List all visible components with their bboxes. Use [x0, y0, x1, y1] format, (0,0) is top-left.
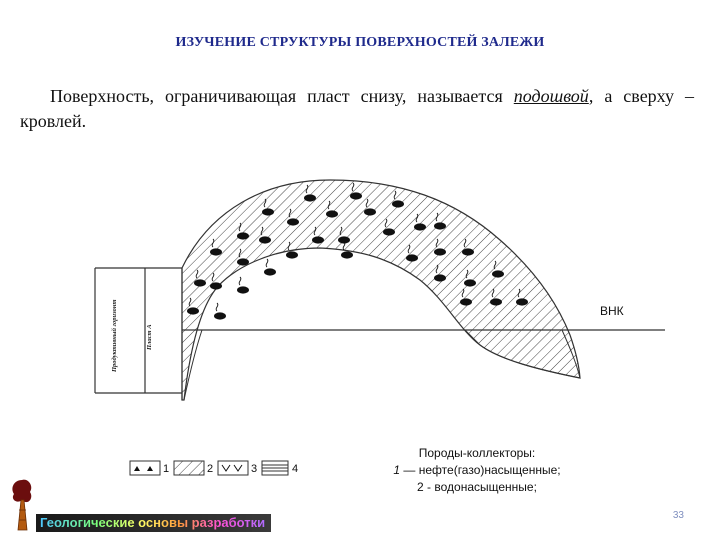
legend-2: 2 [207, 463, 214, 475]
oil-drop-symbol [460, 298, 472, 305]
oil-drop-symbol [210, 282, 222, 289]
oil-drop-symbol [210, 248, 222, 255]
oil-drop-symbol [264, 268, 276, 275]
oil-drop-symbol [492, 270, 504, 277]
oil-drop-symbol [434, 248, 446, 255]
oil-derrick-logo [12, 480, 31, 530]
legend-lines-icon [262, 461, 288, 475]
oil-drop-symbol [516, 298, 528, 305]
oil-drop-symbol [383, 228, 395, 235]
footer-banner-text: Геологические основы разработки [40, 515, 266, 530]
oil-drop-symbol [414, 223, 426, 230]
legend-hatch-swatch [174, 461, 204, 475]
slide-title: ИЗУЧЕНИЕ СТРУКТУРЫ ПОВЕРХНОСТЕЙ ЗАЛЕЖИ [175, 35, 545, 50]
legend-1: 1 [163, 463, 170, 475]
oil-drop-symbol [194, 279, 206, 286]
figure-caption [362, 445, 592, 496]
paragraph-text-after: , а сверху – кровлей. [20, 86, 694, 131]
column-label-layer: Пласт А [146, 324, 153, 350]
oil-drop-symbol [392, 200, 404, 207]
oil-drop-symbol [237, 286, 249, 293]
oil-drop-symbol [341, 251, 353, 258]
oil-drop-symbol [259, 236, 271, 243]
legend-4: 4 [292, 463, 299, 475]
footer-banner [36, 514, 271, 532]
oil-drop-symbol [312, 236, 324, 243]
caption-heading: Породы-коллекторы: [418, 446, 536, 460]
oil-drop-symbol [237, 232, 249, 239]
oil-drop-symbol [350, 192, 362, 199]
oil-drop-tail [216, 303, 218, 311]
oil-drop-symbol [364, 208, 376, 215]
oil-drop-symbol [304, 194, 316, 201]
oil-drop-symbol [187, 307, 199, 314]
legend [130, 461, 298, 475]
oil-drop-symbol [434, 222, 446, 229]
oil-drop-symbol [287, 218, 299, 225]
page-number: 33 [672, 510, 684, 521]
paragraph-term: подошвой [513, 86, 589, 106]
strat-column [95, 268, 182, 400]
oil-drop-tail [266, 259, 268, 267]
oil-drop-symbol [326, 210, 338, 217]
oil-drop-symbol [237, 258, 249, 265]
oil-drop-symbol [462, 248, 474, 255]
oil-drop-symbol [214, 312, 226, 319]
oil-drop-symbol [490, 298, 502, 305]
oil-drop-symbol [434, 274, 446, 281]
paragraph-text-before: Поверхность, ограничивающая пласт снизу, называется [50, 86, 514, 106]
oil-drop-symbol [286, 251, 298, 258]
column-label-horizon: Продуктивный горизонт [111, 299, 118, 372]
legend-3: 3 [251, 463, 258, 475]
caption-line-2: 2 - водонасыщенные; [417, 480, 537, 494]
caption-line-1: 1 — нефте(газо)насыщенные; [393, 463, 561, 477]
oil-drop-symbol [262, 208, 274, 215]
oil-drop-symbol [406, 254, 418, 261]
owc-label: ВНК [600, 304, 624, 318]
oil-drop-tail [239, 277, 241, 285]
oil-drop-symbol [464, 279, 476, 286]
